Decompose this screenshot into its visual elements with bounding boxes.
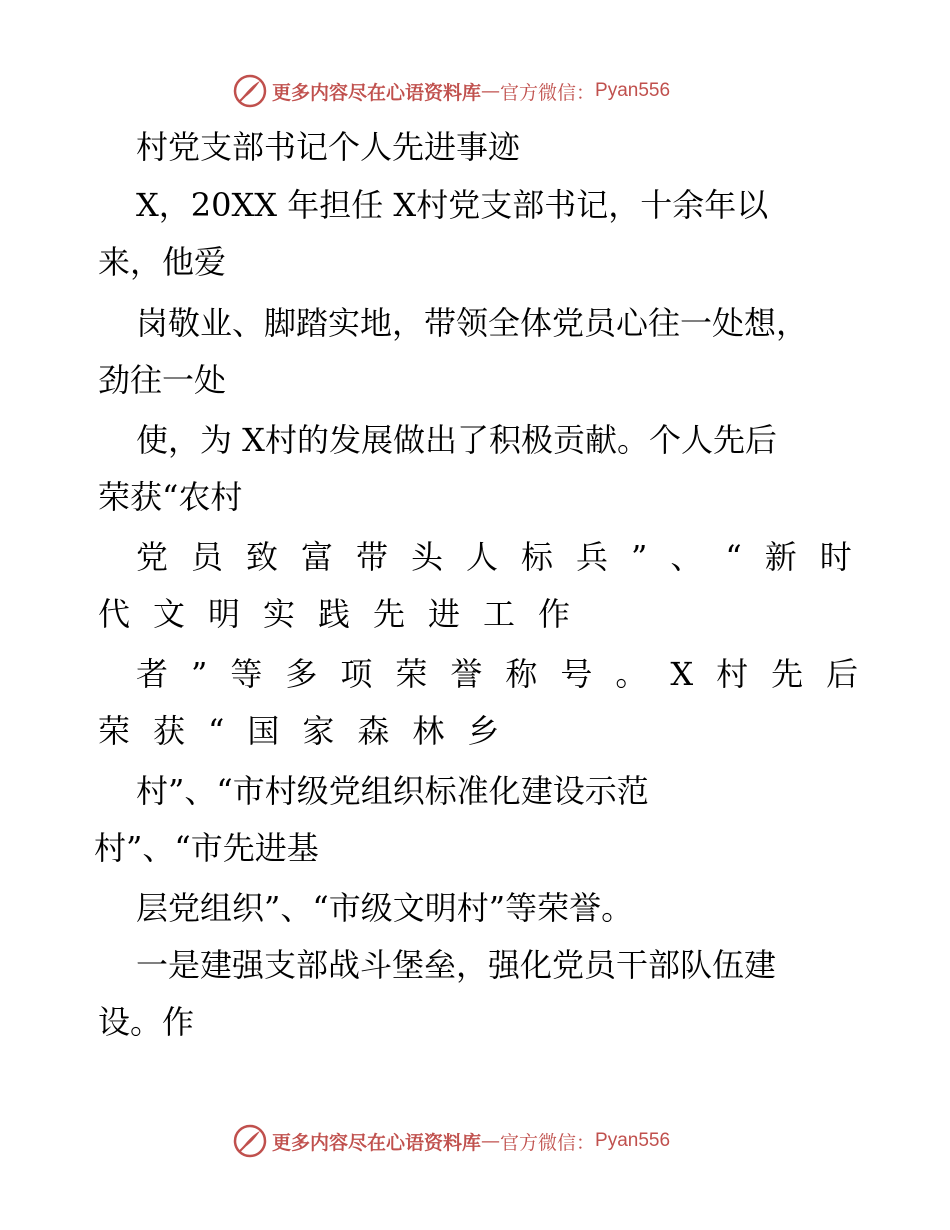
quill-circle-icon [232, 73, 268, 109]
quill-circle-icon [232, 1123, 268, 1159]
banner-wechat-id: Pyan556 [595, 80, 671, 101]
footer-banner [232, 1121, 670, 1161]
text-line: 层党组织”、“市级文明村”等荣誉。 [136, 889, 634, 927]
text-line: X，20XX 年担任 X村党支部书记，十余年以 [136, 186, 769, 224]
banner-site-text: 更多内容尽在心语资料库 [272, 81, 482, 104]
text-line: 村”、“市先进基 [94, 829, 319, 867]
text-line: 岗敬业、脚踏实地，带领全体党员心往一处想， [136, 304, 809, 342]
banner-wechat-label: 官方微信： [500, 81, 596, 104]
header-banner [232, 71, 670, 111]
text-line: 来，他爱 [98, 243, 227, 281]
text-line: 荣获“农村 [98, 478, 243, 516]
text-line: 荣获“国家森林乡 [98, 712, 523, 750]
banner-wechat-id: Pyan556 [595, 1130, 671, 1151]
text-line: 村”、“市村级党组织标准化建设示范 [136, 772, 649, 810]
banner-dash: — [481, 1130, 501, 1152]
text-line: 党员致富带头人标兵”、“新时 [136, 538, 875, 576]
text-line: 劲往一处 [98, 361, 227, 399]
banner-site-text: 更多内容尽在心语资料库 [272, 1131, 482, 1154]
text-line: 者”等多项荣誉称号。X村先后 [136, 655, 882, 693]
text-line: 代文明实践先进工作 [98, 595, 594, 633]
text-line: 使，为 X村的发展做出了积极贡献。个人先后 [136, 421, 777, 459]
text-line: 一是建强支部战斗堡垒，强化党员干部队伍建 [136, 946, 777, 984]
text-line: 设。作 [98, 1003, 195, 1041]
banner-wechat-label: 官方微信： [500, 1131, 596, 1154]
banner-dash: — [481, 80, 501, 102]
document-title: 村党支部书记个人先进事迹 [136, 128, 521, 166]
